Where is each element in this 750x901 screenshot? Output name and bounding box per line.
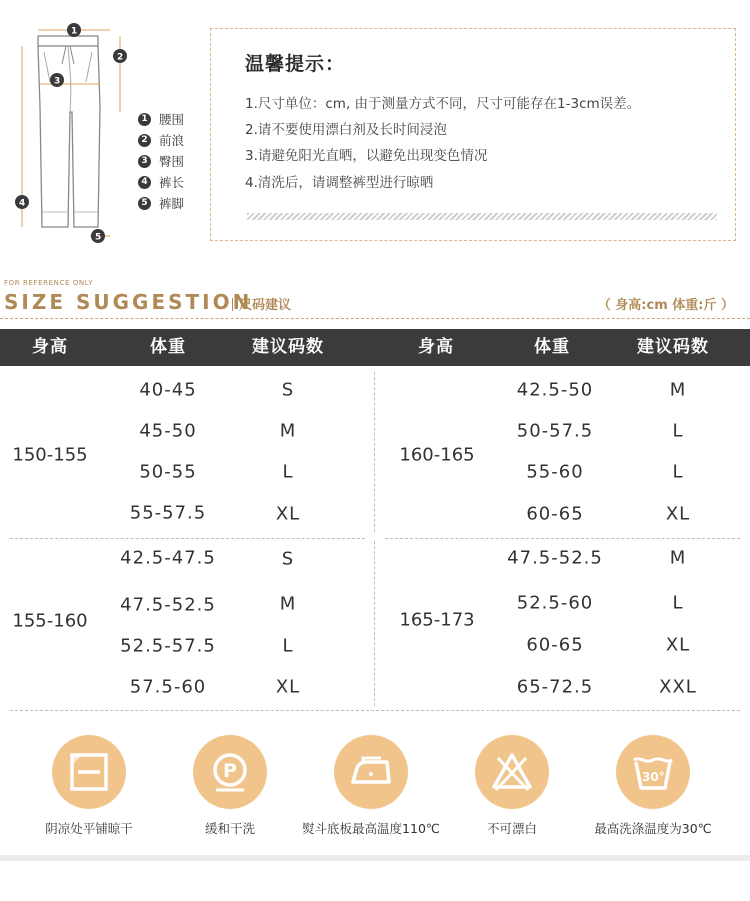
- care-label: 缓和干洗: [204, 821, 255, 836]
- divider: [374, 541, 375, 706]
- weight-cell: 52.5-57.5: [120, 635, 216, 657]
- column-header-size: 建议码数: [252, 337, 324, 357]
- size-cell: S: [281, 548, 295, 570]
- reference-caption: FOR REFERENCE ONLY: [4, 279, 94, 287]
- size-cell: L: [282, 461, 294, 483]
- care-label: 熨斗底板最高温度110℃: [302, 821, 440, 836]
- size-cell: XXL: [659, 676, 697, 698]
- legend-label: 裤长: [159, 175, 185, 190]
- size-cell: M: [669, 379, 687, 401]
- size-cell: M: [279, 593, 297, 615]
- care-item-dry-clean: [160, 735, 300, 845]
- column-header-weight: 体重: [150, 337, 186, 357]
- column-header-size: 建议码数: [637, 337, 709, 357]
- units-note: （ 身高:cm 体重:斤 ）: [597, 298, 734, 313]
- tip-line: 2.请不要使用漂白剂及长时间浸泡: [245, 122, 447, 138]
- care-label: 最高洗涤温度为30℃: [594, 821, 712, 836]
- weight-cell: 40-45: [139, 379, 197, 401]
- height-cell: 165-173: [399, 609, 475, 631]
- weight-cell: 42.5-50: [516, 379, 594, 401]
- care-item-flat-dry: [19, 735, 159, 845]
- weight-cell: 60-65: [526, 634, 584, 656]
- svg-text:2: 2: [117, 52, 124, 63]
- legend-label: 前浪: [159, 133, 185, 148]
- weight-cell: 50-55: [139, 461, 197, 483]
- tip-line: 1.尺寸单位：cm, 由于测量方式不同，尺寸可能存在1-3cm误差。: [245, 96, 641, 112]
- iron-icon: [334, 735, 408, 809]
- size-cell: L: [672, 461, 684, 483]
- svg-text:4: 4: [19, 198, 26, 209]
- divider: [10, 710, 740, 711]
- care-item-no-bleach: [442, 735, 582, 845]
- care-label: 阴凉处平铺晾干: [45, 821, 133, 836]
- weight-cell: 47.5-52.5: [120, 594, 216, 616]
- flat-dry-shade-icon: [52, 735, 126, 809]
- size-cell: M: [669, 547, 687, 569]
- no-bleach-icon: [475, 735, 549, 809]
- height-cell: 155-160: [12, 610, 88, 632]
- svg-text:1: 1: [71, 26, 78, 37]
- weight-cell: 55-60: [526, 461, 584, 483]
- gentle-dry-clean-icon: [193, 735, 267, 809]
- care-item-iron: [301, 735, 441, 845]
- column-header-height: 身高: [418, 337, 454, 357]
- tip-line: 3.请避免阳光直晒，以避免出现变色情况: [245, 148, 488, 164]
- svg-text:3: 3: [54, 76, 61, 87]
- legend-number: 2: [138, 134, 151, 147]
- column-header-weight: 体重: [534, 337, 570, 357]
- divider: [385, 538, 740, 539]
- care-label: 不可漂白: [486, 821, 537, 836]
- legend-label: 裤脚: [159, 196, 185, 211]
- weight-cell: 65-72.5: [516, 676, 594, 698]
- weight-cell: 57.5-60: [129, 676, 207, 698]
- svg-text:5: 5: [95, 232, 102, 243]
- wash-temp-badge: 30°: [642, 770, 665, 784]
- size-cell: XL: [275, 503, 301, 525]
- weight-cell: 47.5-52.5: [507, 547, 603, 569]
- legend-number: 3: [138, 155, 151, 168]
- weight-cell: 60-65: [526, 503, 584, 525]
- height-cell: 160-165: [399, 444, 475, 466]
- legend-number: 1: [138, 113, 151, 126]
- legend-number: 5: [138, 197, 151, 210]
- weight-cell: 42.5-47.5: [120, 547, 216, 569]
- size-cell: XL: [665, 634, 691, 656]
- size-cell: L: [672, 420, 684, 442]
- weight-cell: 55-57.5: [129, 502, 207, 524]
- size-cell: XL: [275, 676, 301, 698]
- wash-30-icon: [616, 735, 690, 809]
- weight-cell: 45-50: [139, 420, 197, 442]
- size-cell: S: [281, 379, 295, 401]
- tips-title: 温馨提示：: [245, 53, 346, 75]
- divider: [10, 538, 365, 539]
- size-cell: XL: [665, 503, 691, 525]
- tip-line: 4.清洗后，请调整裤型进行晾晒: [245, 175, 434, 191]
- care-item-wash-30: [583, 735, 723, 845]
- size-suggestion-title: SIZE SUGGESTION: [4, 290, 253, 314]
- svg-text:P: P: [223, 760, 237, 782]
- size-cell: M: [279, 420, 297, 442]
- size-suggestion-subtitle: 尺码建议: [232, 294, 291, 313]
- size-cell: L: [282, 635, 294, 657]
- legend-number: 4: [138, 176, 151, 189]
- bottom-divider: [0, 855, 750, 861]
- legend-label: 臀围: [159, 154, 185, 169]
- legend-label: 腰围: [159, 112, 185, 127]
- divider: [374, 372, 375, 532]
- size-cell: L: [672, 592, 684, 614]
- column-header-height: 身高: [32, 337, 68, 357]
- weight-cell: 52.5-60: [516, 592, 594, 614]
- height-cell: 150-155: [12, 444, 88, 466]
- weight-cell: 50-57.5: [516, 420, 594, 442]
